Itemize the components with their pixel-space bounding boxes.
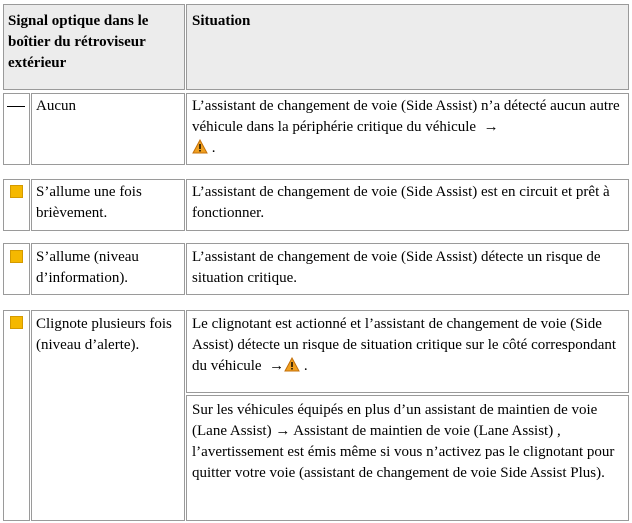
row3-amber-indicator <box>10 250 23 263</box>
row4-link-arrow[interactable]: → <box>269 358 285 374</box>
row3-situation: L’assistant de changement de voie (Side Assist) détecte un risque de situation critique. <box>192 249 601 286</box>
signal-table <box>3 4 629 521</box>
row2-amber-indicator <box>10 185 23 198</box>
row1-indicator-cell <box>3 93 30 165</box>
row1-situation: L’assistant de changement de voie (Side Assist) n’a détecté aucun autre véhicule dans la périphérie critique du véhicule → . <box>192 98 620 156</box>
row4-signal: Clignote plusieurs fois (niveau d’alerte). <box>36 316 172 353</box>
row3-signal: S’allume (niveau d’information). <box>36 249 139 286</box>
row1-dash-indicator <box>7 106 25 107</box>
row4-situation: Le clignotant est actionné et l’assistant de changement de voie (Side Assist) détecte un risque de situation critique sur le côté correspondant du véhicule → . <box>192 316 617 374</box>
row4-amber-indicator <box>10 316 23 329</box>
header-signal-label: Signal optique dans le boîtier du rétroviseur extérieur <box>8 13 149 71</box>
row1-signal: Aucun <box>36 98 76 114</box>
row4-note: Sur les véhicules équipés en plus d’un assistant de maintien de voie (Lane Assist) → Assistant de maintien de voie (Lane Assist) , l’avertissement est émis même si vous n’activez pas le clignotant pour quitter votre voie (assistant de changement de voie Side Assist Plus). <box>192 402 615 481</box>
row2-signal: S’allume une fois brièvement. <box>36 184 142 221</box>
row1-link-arrow[interactable]: → <box>483 119 499 135</box>
row2-situation: L’assistant de changement de voie (Side Assist) est en circuit et prêt à fonctionner. <box>192 184 610 221</box>
warning-triangle-icon <box>284 357 300 372</box>
header-situation-label: Situation <box>192 13 251 29</box>
warning-triangle-icon <box>192 139 208 154</box>
row4-indicator-cell <box>3 310 30 521</box>
